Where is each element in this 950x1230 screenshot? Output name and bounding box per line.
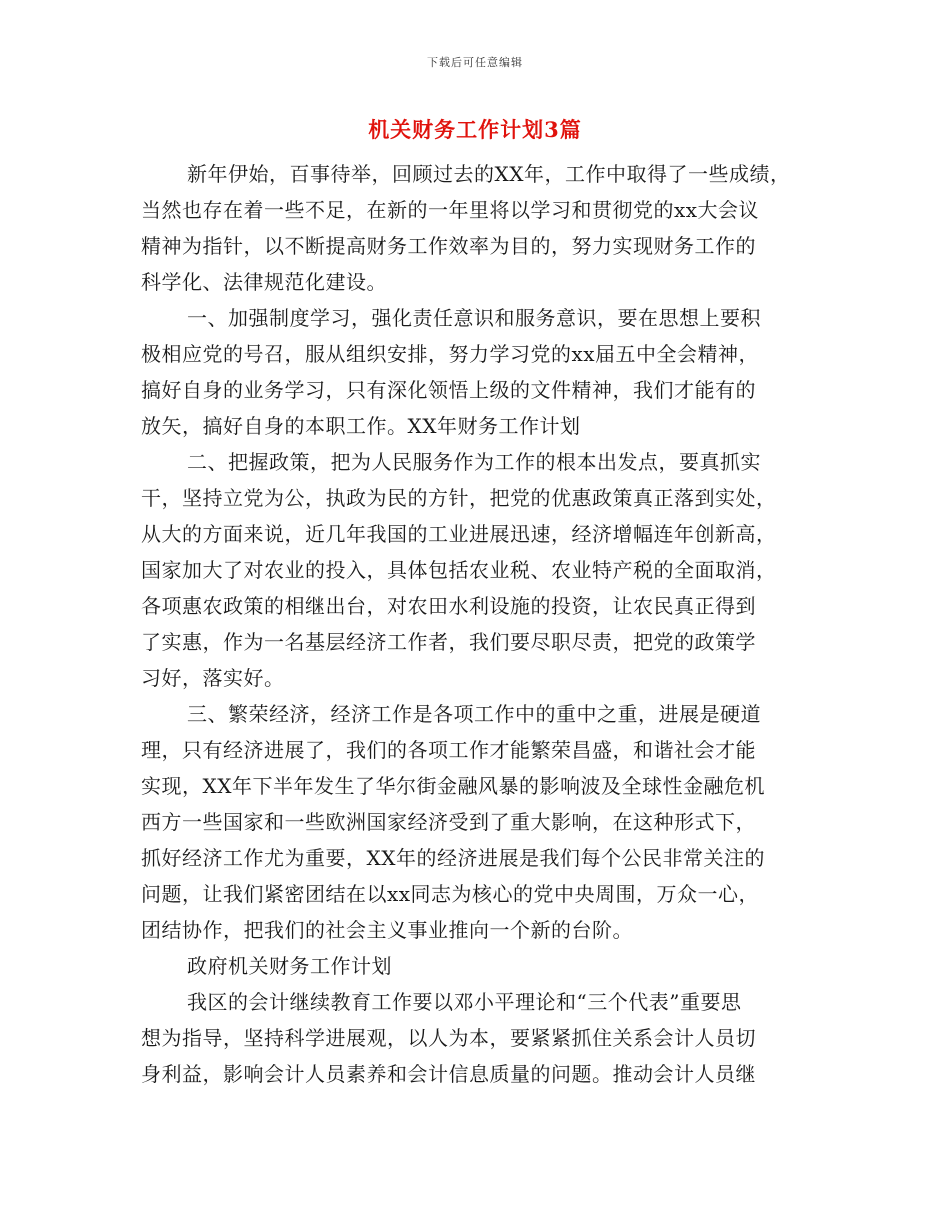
body-line: 习好，落实好。 [141,666,285,690]
body-line: 国家加大了对农业的投入，具体包括农业税、农业特产税的全面取消， [141,558,777,582]
page-header-note: 下载后可任意编辑 [427,56,523,69]
body-line: 实现，XX年下半年发生了华尔街金融风暴的影响波及全球性金融危机 [141,774,765,798]
body-line: 西方一些国家和一些欧洲国家经济受到了重大影响，在这种形式下， [141,810,756,834]
body-line: 理，只有经济进展了，我们的各项工作才能繁荣昌盛，和谐社会才能 [141,738,756,762]
body-line: 团结协作，把我们的社会主义事业推向一个新的台阶。 [141,918,633,942]
body-line: 干，坚持立党为公，执政为民的方针，把党的优惠政策真正落到实处， [141,486,777,510]
body-line: 身利益，影响会计人员素养和会计信息质量的问题。推动会计人员继 [141,1062,756,1086]
body-line: 想为指导，坚持科学进展观，以人为本，要紧紧抓住关系会计人员切 [141,1026,756,1050]
body-line: 三、繁荣经济，经济工作是各项工作中的重中之重，进展是硬道 [187,702,761,726]
body-line: 问题，让我们紧密团结在以xx同志为核心的党中央周围，万众一心， [141,882,760,906]
body-line: 科学化、法律规范化建设。 [141,270,387,294]
body-line: 我区的会计继续教育工作要以邓小平理论和“三个代表”重要思 [187,990,742,1014]
body-line: 搞好自身的业务学习，只有深化领悟上级的文件精神，我们才能有的 [141,378,756,402]
body-line: 各项惠农政策的相继出台，对农田水利设施的投资，让农民真正得到 [141,594,756,618]
body-line: 了实惠，作为一名基层经济工作者，我们要尽职尽责，把党的政策学 [141,630,756,654]
body-line: 二、把握政策，把为人民服务作为工作的根本出发点，要真抓实 [187,450,761,474]
body-line: 新年伊始，百事待举，回顾过去的XX年，工作中取得了一些成绩， [187,162,791,186]
body-line: 抓好经济工作尤为重要，XX年的经济进展是我们每个公民非常关注的 [141,846,765,870]
document-title: 机关财务工作计划3篇 [368,117,582,142]
section-heading: 政府机关财务工作计划 [187,954,392,978]
body-line: 一、加强制度学习，强化责任意识和服务意识，要在思想上要积 [187,306,761,330]
body-line: 精神为指针，以不断提高财务工作效率为目的，努力实现财务工作的 [141,234,756,258]
body-line: 当然也存在着一些不足，在新的一年里将以学习和贯彻党的xx大会议 [141,198,760,222]
body-line: 极相应党的号召，服从组织安排，努力学习党的xx届五中全会精神， [141,342,760,366]
body-line: 从大的方面来说，近几年我国的工业进展迅速，经济增幅连年创新高， [141,522,777,546]
document-body [141,156,831,1092]
body-line: 放矢，搞好自身的本职工作。XX年财务工作计划 [141,414,581,438]
